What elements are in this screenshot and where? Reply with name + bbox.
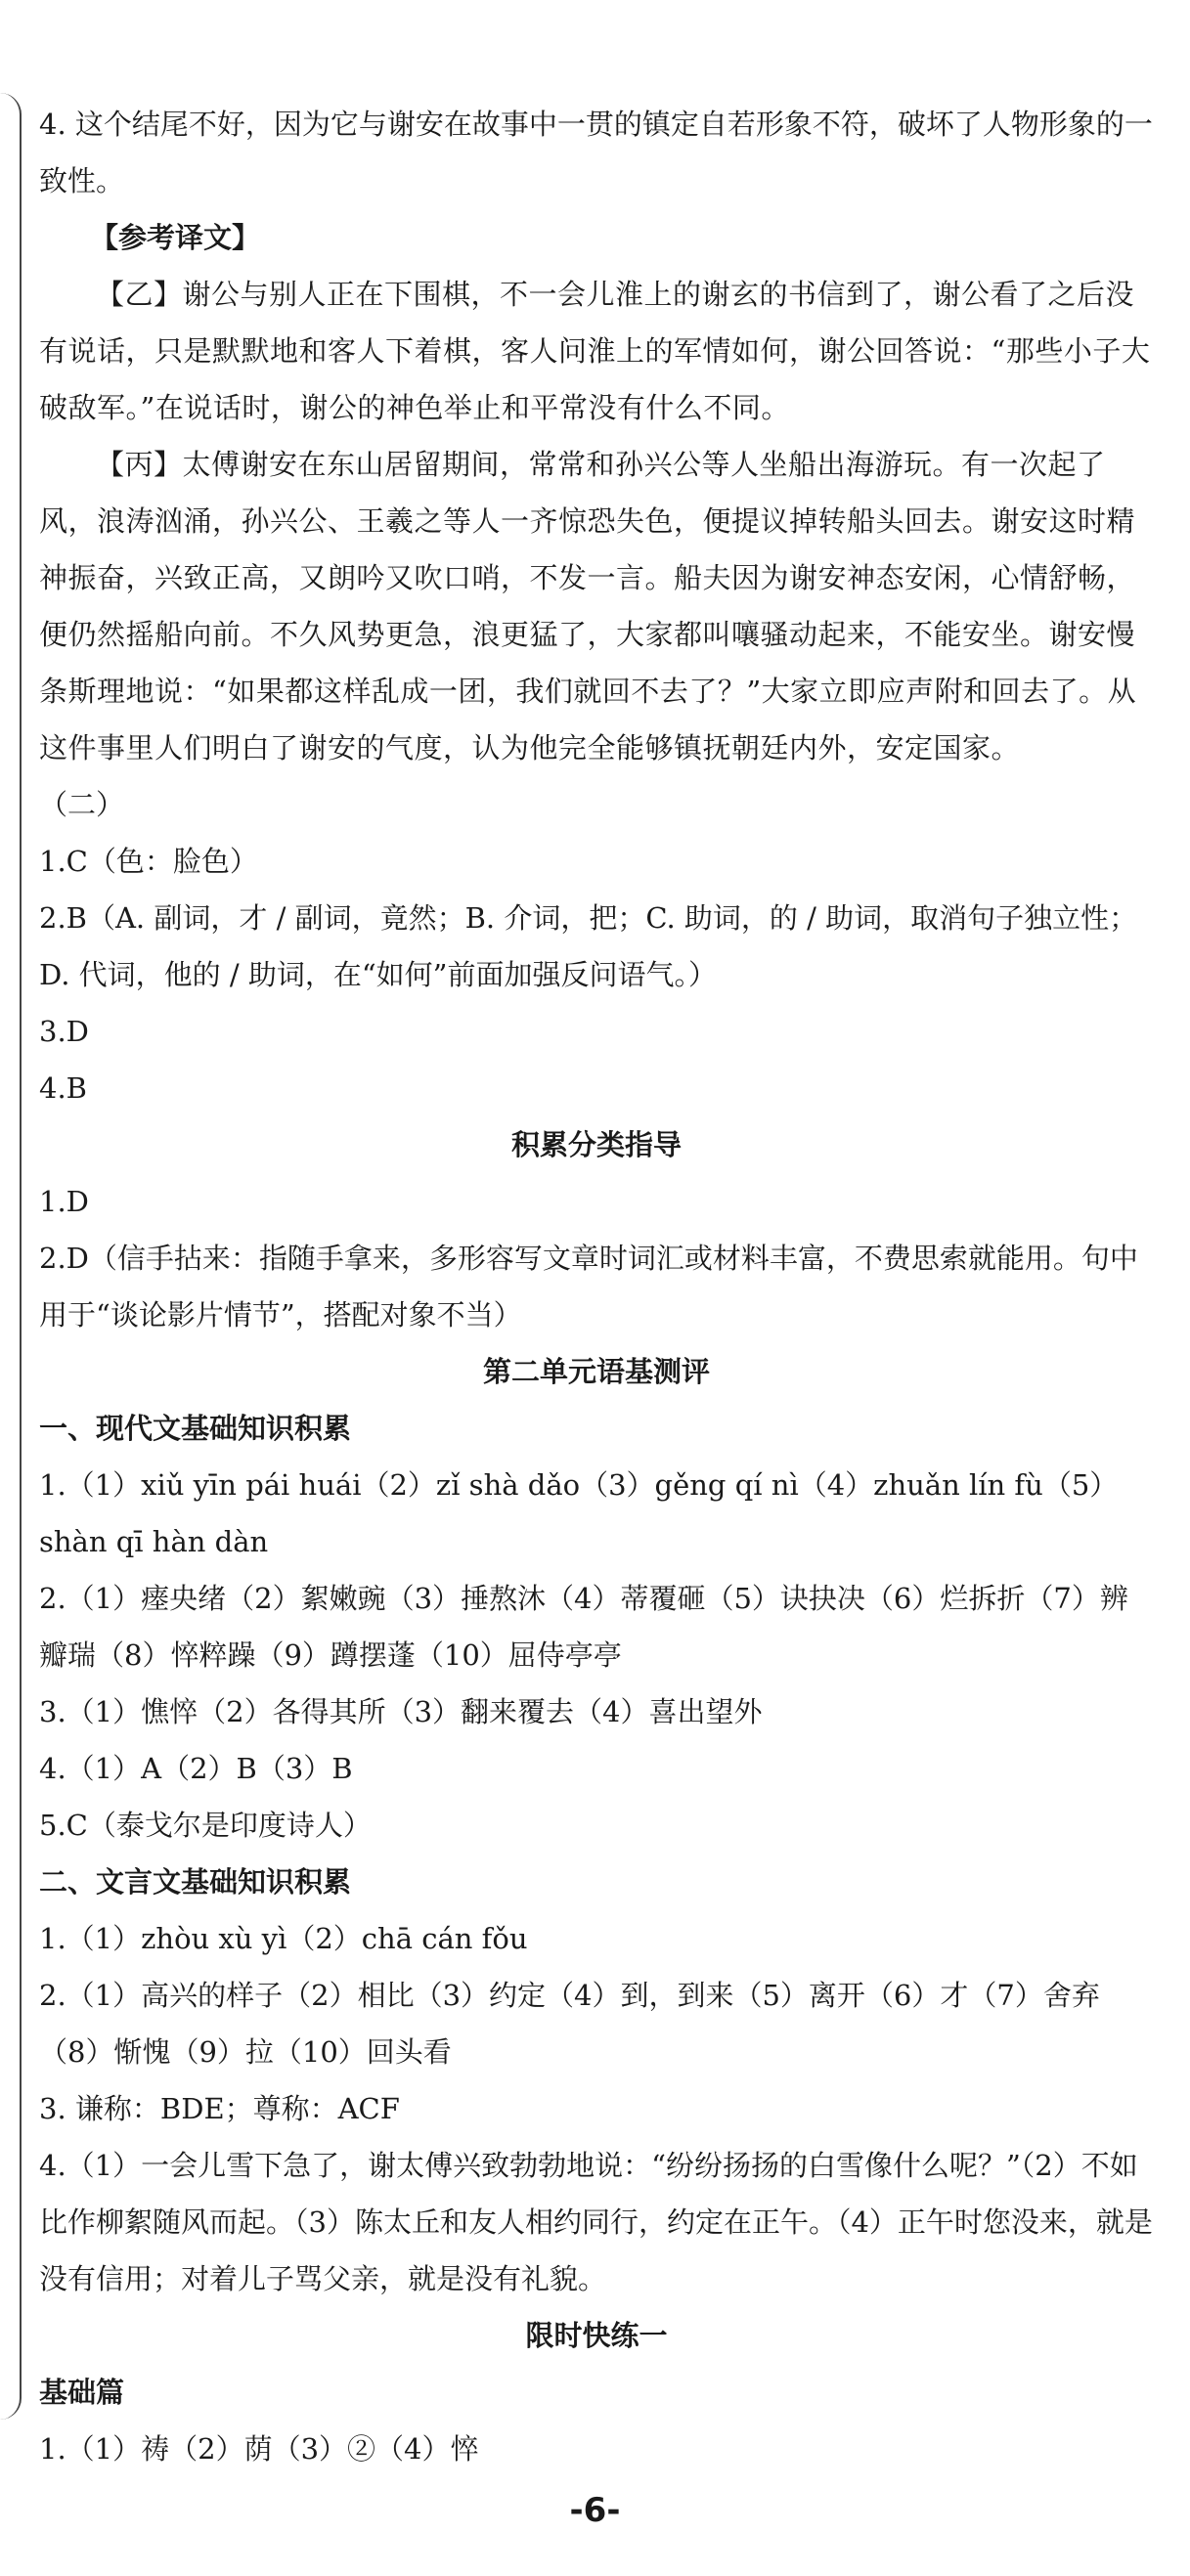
answer-item: 1.（1）zhòu xù yì（2）chā cán fǒu (39, 1922, 528, 1955)
answer-item: 3.D (39, 1015, 89, 1048)
subsection-classical-text: 二、文言文基础知识积累 (39, 1865, 352, 1899)
answer-item: 1.（1）xiǔ yīn pái huái（2）zǐ shà dǎo（3）gěng qí nì（4）zhuǎn lín fù（5）shàn qī hàn dàn (39, 1468, 1119, 1558)
answer-item: 3.（1）憔悴（2）各得其所（3）翻来覆去（4）喜出望外 (39, 1695, 763, 1728)
translation-yi: 【乙】谢公与别人正在下围棋，不一会儿淮上的谢玄的书信到了，谢公看了之后没有说话，只是默默地和客人下着棋，客人问淮上的军情如何，谢公回答说：“那些小子大破敌军。”在说话时，谢公的神色举止和平常没有什么不同。 (39, 278, 1151, 424)
section-heading-accumulation: 积累分类指导 (510, 1128, 682, 1161)
answer-item: 4.（1）A（2）B（3）B (39, 1752, 353, 1785)
answer-page-content (39, 96, 1154, 2477)
answer-item: 2.D（信手拈来：指随手拿来，多形容写文章时词汇或材料丰富，不费思索就能用。句中用于“谈论影片情节”，搭配对象不当） (39, 1242, 1138, 1332)
section-heading-timed-practice: 限时快练一 (525, 2319, 668, 2352)
answer-item: 2.（1）瘗央绪（2）絮嫩豌（3）捶熬沐（4）蒂覆砸（5）诀抉决（6）烂拆折（7）辨瓣瑞（8）悴粹躁（9）蹲摆蓬（10）屈侍亭亭 (39, 1582, 1128, 1672)
page-margin-line (0, 93, 22, 2420)
answer-item-4: 4. 这个结尾不好，因为它与谢安在故事中一贯的镇定自若形象不符，破坏了人物形象的一致性。 (39, 108, 1153, 197)
answer-item: 1.（1）祷（2）荫（3）②（4）悴 (39, 2432, 479, 2466)
answer-item: 3. 谦称：BDE；尊称：ACF (39, 2092, 400, 2125)
answer-item: 2.B（A. 副词，才 / 副词，竟然；B. 介词，把；C. 助词，的 / 助词，取消句子独立性；D. 代词，他的 / 助词，在“如何”前面加强反问语气。） (39, 901, 1138, 991)
answer-item: 4.B (39, 1071, 87, 1105)
translation-bing: 【丙】太傅谢安在东山居留期间，常常和孙兴公等人坐船出海游玩。有一次起了风，浪涛汹涌，孙兴公、王羲之等人一齐惊恐失色，便提议掉转船头回去。谢安这时精神振奋，兴致正高，又朗吟又吹口哨，不发一言。船夫因为谢安神态安闲，心情舒畅，便仍然摇船向前。不久风势更急，浪更猛了，大家都叫嚷骚动起来，不能安坐。谢安慢条斯理地说：“如果都这样乱成一团，我们就回不去了？”大家立即应声附和回去了。从这件事里人们明白了谢安的气度，认为他完全能够镇抚朝廷内外，安定国家。 (39, 448, 1137, 764)
answer-item: 2.（1）高兴的样子（2）相比（3）约定（4）到，到来（5）离开（6）才（7）舍弃（8）惭愧（9）拉（10）回头看 (39, 1979, 1100, 2069)
answer-item: 5.C（泰戈尔是印度诗人） (39, 1809, 372, 1842)
reference-translation-heading: 【参考译文】 (90, 221, 261, 254)
answer-item: 1.D (39, 1185, 89, 1218)
answer-item: 4.（1）一会儿雪下急了，谢太傅兴致勃勃地说：“纷纷扬扬的白雪像什么呢？”（2）不如比作柳絮随风而起。（3）陈太丘和友人相约同行，约定在正午。（4）正午时您没来，就是没有信用；对着儿子骂父亲，就是没有礼貌。 (39, 2149, 1153, 2295)
subsection-modern-text: 一、现代文基础知识积累 (39, 1412, 352, 1445)
subsection-basics: 基础篇 (39, 2376, 125, 2409)
answer-item: 1.C（色：脸色） (39, 845, 258, 878)
page-number: -6- (569, 2491, 621, 2530)
section-two-label: （二） (39, 788, 125, 821)
section-heading-unit-two: 第二单元语基测评 (482, 1355, 710, 1388)
